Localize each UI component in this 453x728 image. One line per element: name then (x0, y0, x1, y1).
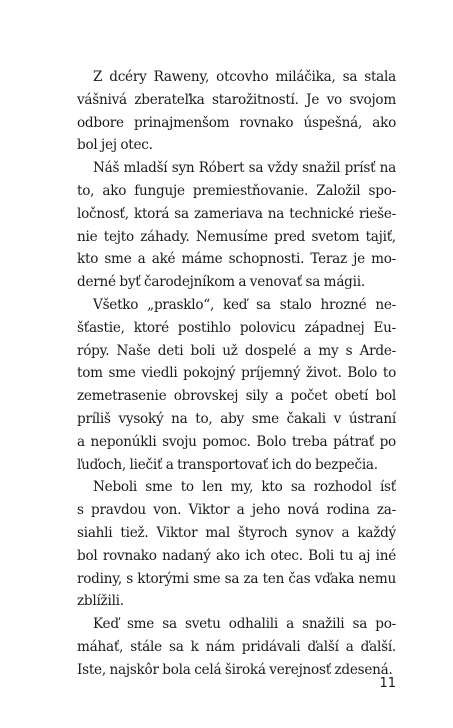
text-line: vášnivá zberateľka starožitností. Je vo svojom (77, 91, 396, 108)
text-line: tom sme viedli pokojný príjemný život. Bolo to (77, 365, 396, 382)
text-line: máhať, stále sa k nám pridávali ďalší a ďalší. (77, 638, 396, 655)
paragraph (77, 294, 396, 476)
text-line: Keď sme sa svetu odhalili a snažili sa po- (93, 616, 396, 633)
text-line: derné byť čarodejníkom a venovať sa mágii. (77, 274, 365, 291)
text-line: bol rovnako nadaný ako ich otec. Boli tu aj iné (77, 547, 396, 564)
text-line: to, ako funguje premiestňovanie. Založil spo- (77, 182, 396, 199)
book-page-text (77, 66, 396, 682)
text-line: a neponúkli svoju pomoc. Bolo treba pátrať po (77, 433, 396, 450)
text-line: Všetko „prasklo“, keď sa stalo hrozné ne- (93, 296, 396, 313)
text-line: nie tejto záhady. Nemusíme pred svetom tajiť, (77, 228, 396, 245)
text-line: ločnosť, ktorá sa zameriava na technické rieše- (77, 205, 396, 222)
text-line: rópy. Naše deti boli už dospelé a my s Arde- (77, 342, 396, 359)
text-line: zblížili. (77, 593, 124, 610)
paragraph (77, 613, 396, 681)
text-line: Iste, najskôr bola celá široká verejnosť zdesená. (77, 661, 393, 678)
text-line: Z dcéry Raweny, otcovho miláčika, sa stala (93, 69, 396, 85)
text-line: Náš mladší syn Róbert sa vždy snažil prísť na (93, 160, 396, 177)
text-line: siahli tiež. Viktor mal štyroch synov a každý (77, 524, 396, 541)
text-line: príliš vysoký na to, aby sme čakali v ústraní (77, 410, 396, 427)
text-line: s pravdou von. Viktor a jeho nová rodina za- (77, 502, 396, 519)
paragraph (77, 66, 396, 157)
paragraph (77, 157, 396, 294)
paragraph (77, 476, 396, 613)
text-line: rodiny, s ktorými sme sa za ten čas vďaka nemu (77, 570, 396, 587)
text-line: zemetrasenie obrovskej sily a počet obetí bol (77, 388, 396, 405)
text-line: šťastie, ktoré postihlo polovicu západnej Eu- (77, 319, 396, 336)
text-line: Neboli sme to len my, kto sa rozhodol ísť (93, 479, 396, 496)
text-line: odbore prinajmenšom rovnako úspešná, ako (77, 114, 396, 131)
text-line: ľuďoch, liečiť a transportovať ich do bezpečia. (77, 456, 378, 473)
page-number: 11 (379, 676, 396, 691)
text-line: bol jej otec. (77, 137, 153, 154)
text-line: kto sme a aké máme schopnosti. Teraz je mo- (77, 251, 396, 268)
